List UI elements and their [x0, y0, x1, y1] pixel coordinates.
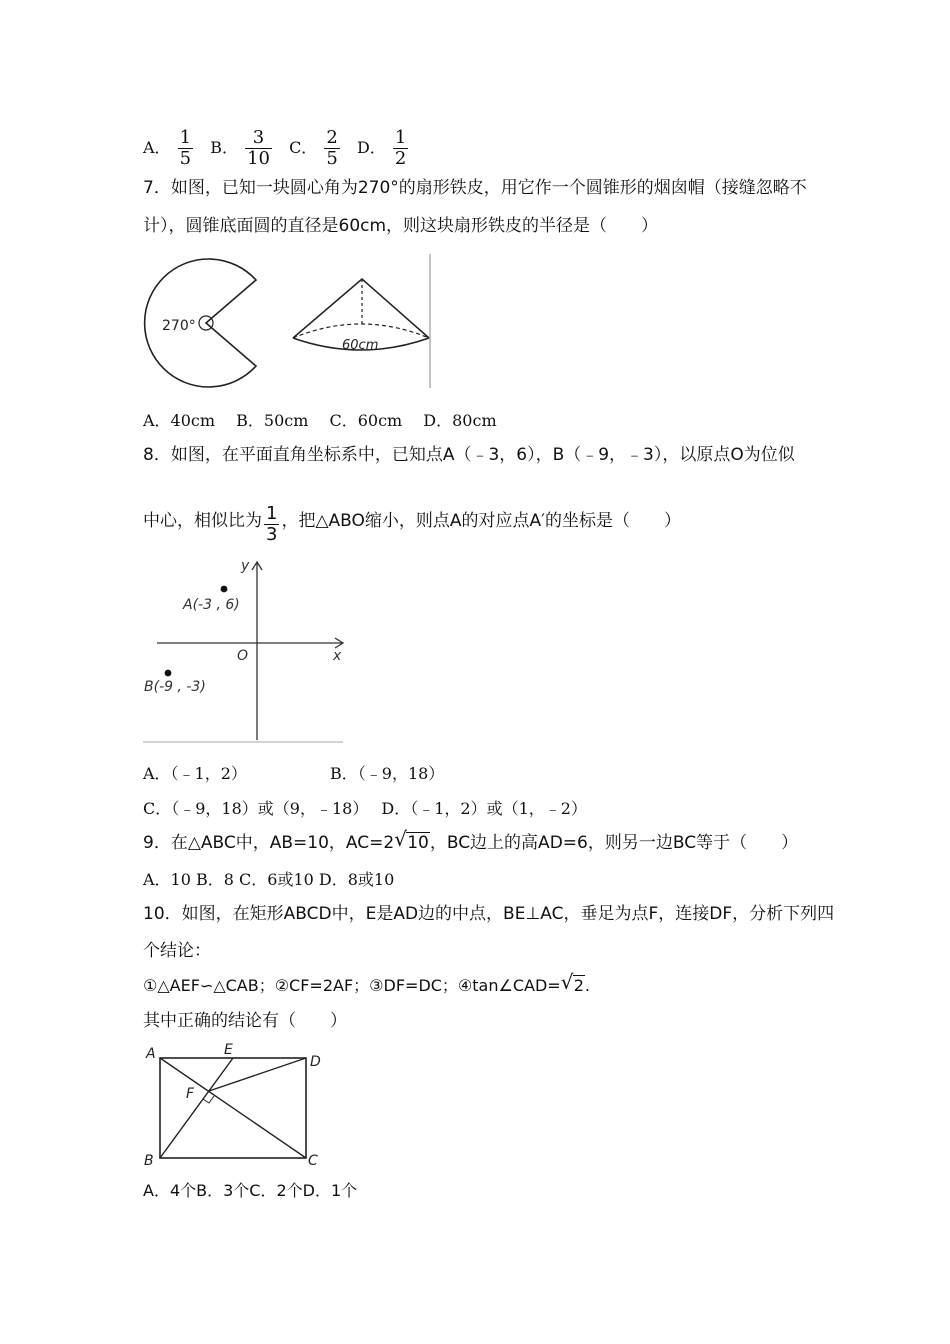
radical-sign: √ — [394, 827, 407, 851]
label-e: E — [224, 1042, 233, 1058]
q10-question: 其中正确的结论有（ ） — [143, 1011, 347, 1031]
cone-left-edge — [293, 279, 429, 338]
q7-stem-line2: 计），圆锥底面圆的直径是60cm，则这块扇形铁皮的半径是（ ） — [143, 216, 659, 236]
ratio-fraction — [264, 504, 279, 545]
q10-stem-line1: 10．如图，在矩形ABCD中，E是AD边的中点，BE⊥AC，垂足为点F，连接DF，分析下列四 — [143, 904, 835, 924]
stem-text: . — [584, 976, 590, 995]
option-letter: D． — [356, 138, 386, 157]
diagonal-ac — [160, 1058, 306, 1158]
stem-text: ，BC边上的高AD=6，则另一边BC等于（ ） — [429, 833, 799, 853]
q10-options: A．4个B．3个C．2个D．1个 — [143, 1181, 358, 1200]
numerator: 2 — [326, 127, 338, 148]
q8-stem-line2 — [143, 504, 681, 545]
cone-diameter-label: 60cm — [342, 338, 379, 353]
stem-text: ①△AEF∽△CAB；②CF=2AF；③DF=DC；④tan∠CAD= — [143, 976, 561, 995]
segment-df — [209, 1058, 306, 1091]
label-b: B — [144, 1153, 154, 1169]
q7-figure — [140, 252, 440, 392]
q8-option-cd: C．（﹣9，18）或（9，﹣18） D．（﹣1，2）或（1，﹣2） — [143, 799, 587, 818]
q10-rectangle-figure — [140, 1038, 330, 1170]
stem-text: 中心，相似比为 — [143, 511, 262, 531]
denominator: 5 — [179, 148, 192, 169]
square-root — [560, 970, 585, 997]
q6-option-c — [289, 128, 342, 169]
radical-sign: √ — [560, 970, 574, 994]
label-d: D — [310, 1054, 321, 1070]
q7-stem-line1: 7．如图，已知一块圆心角为270°的扇形铁皮，用它作一个圆锥形的烟囱帽（接缝忽略不 — [143, 178, 807, 198]
q9-stem — [143, 827, 799, 854]
q8-option-b: B．（﹣9，18） — [330, 764, 445, 783]
option-letter: B． — [210, 138, 238, 157]
numerator: 1 — [179, 127, 192, 148]
point-b-label: B(-9 , -3) — [144, 679, 206, 695]
option-letter: C． — [289, 138, 318, 157]
q8-stem-line1: 8．如图，在平面直角坐标系中，已知点A（﹣3，6），B（﹣9，﹣3），以原点O为位似 — [143, 445, 795, 465]
y-axis-label: y — [241, 558, 250, 574]
x-axis-label: x — [333, 648, 342, 664]
segment-be — [160, 1058, 233, 1158]
stem-text: ，把△ABO缩小，则点A的对应点A′的坐标是（ ） — [281, 511, 682, 531]
fraction — [245, 128, 272, 169]
numerator: 1 — [266, 503, 278, 524]
radicand: 10 — [407, 833, 429, 853]
q8-coordinate-figure — [143, 556, 353, 746]
radicand: 2 — [573, 976, 584, 995]
fraction — [324, 128, 339, 169]
q6-option-b — [210, 128, 274, 169]
q6-option-d — [357, 128, 410, 169]
numerator: 3 — [245, 128, 272, 149]
origin-label: O — [237, 648, 249, 664]
denominator: 5 — [326, 148, 338, 169]
sector-angle-label: 270° — [162, 318, 196, 334]
q6-options — [143, 128, 410, 169]
q9-options: A．10 B．8 C．6或10 D．8或10 — [143, 870, 395, 889]
label-f: F — [186, 1086, 195, 1102]
denominator: 2 — [394, 148, 407, 169]
stem-text: 9．在△ABC中，AB=10，AC=2 — [143, 833, 395, 853]
label-a: A — [146, 1046, 156, 1062]
square-root — [394, 827, 430, 854]
fraction — [393, 128, 408, 169]
option-letter: A． — [143, 138, 171, 157]
q10-stem-line2: 个结论： — [143, 941, 211, 961]
point-a — [221, 586, 228, 593]
q7-options: A．40cm B．50cm C．60cm D．80cm — [143, 411, 497, 430]
numerator: 1 — [394, 127, 407, 148]
fraction — [178, 128, 193, 169]
denominator: 10 — [247, 148, 270, 169]
q8-option-a: A．（﹣1，2） — [143, 764, 247, 783]
denominator: 3 — [266, 524, 278, 545]
q10-conclusions — [143, 970, 590, 997]
cone-base-back — [293, 324, 429, 338]
q6-option-a — [143, 128, 195, 169]
point-b — [165, 670, 172, 677]
label-c: C — [308, 1153, 318, 1169]
point-a-label: A(-3 , 6) — [183, 597, 240, 613]
